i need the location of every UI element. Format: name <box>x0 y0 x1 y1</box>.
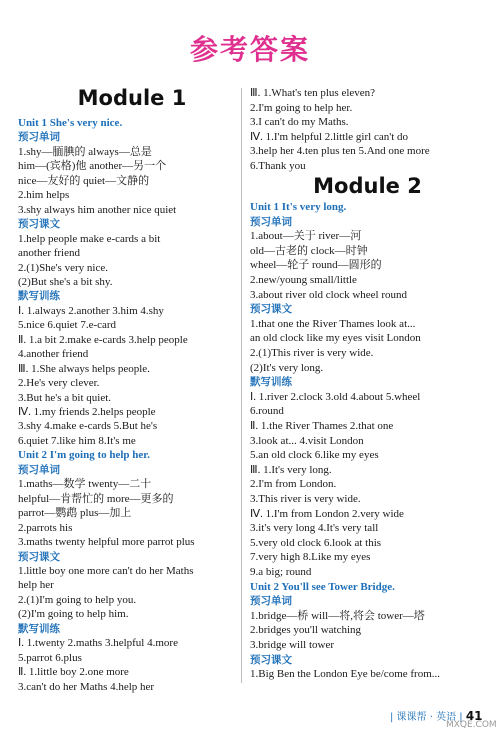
column-divider <box>241 88 242 683</box>
footer-brand: | 课课帮 · 英语 | <box>390 712 463 723</box>
section-heading: 预习单词 <box>250 215 292 228</box>
answer-line: 6.quiet 7.like him 8.It's me <box>18 434 136 447</box>
section-heading: 预习单词 <box>18 131 60 144</box>
section-heading: 预习课文 <box>250 653 292 666</box>
section-heading: 预习单词 <box>250 595 292 608</box>
answer-line: parrot—鹦鹉 plus—加上 <box>18 507 132 520</box>
answer-line: 5.an old clock 6.like my eyes <box>250 449 379 462</box>
answer-line: 1.shy—腼腆的 always—总是 <box>18 145 152 158</box>
answer-line: Ⅱ. 1.the River Thames 2.that one <box>250 420 394 432</box>
answer-line: 1.bridge—桥 will—将,将会 tower—塔 <box>250 609 425 622</box>
answer-line: 3.shy always him another nice quiet <box>18 203 177 216</box>
answer-line: him—(宾格)他 another—另一个 <box>18 160 167 173</box>
answer-line: 3.bridge will tower <box>250 639 335 651</box>
answer-line: 2.him helps <box>18 189 70 202</box>
answer-line: 3.This river is very wide. <box>250 493 361 505</box>
answer-line: 2.new/young small/little <box>250 274 357 286</box>
unit-heading: Unit 1 It's very long. <box>250 201 347 213</box>
answer-line: 2.I'm from London. <box>250 478 337 491</box>
answer-line: 6.round <box>250 405 284 418</box>
answer-line: 3.shy 4.make e-cards 5.But he's <box>18 420 158 433</box>
answer-line: Ⅲ. 1.What's ten plus eleven? <box>250 87 376 99</box>
answer-line: an old clock like my eyes visit London <box>250 332 421 345</box>
answer-line: 3.look at... 4.visit London <box>250 434 364 447</box>
answer-line: Ⅱ. 1.little boy 2.one more <box>18 666 129 679</box>
answer-line: 2.I'm going to help her. <box>250 101 353 114</box>
page-number: 41 <box>465 709 483 723</box>
answer-line: nice—友好的 quiet—文静的 <box>18 174 150 187</box>
section-heading: 默写训练 <box>250 376 292 389</box>
section-heading: 默写训练 <box>18 622 60 635</box>
page-title: 参考答案 <box>189 33 310 66</box>
answer-line: 2.parrots his <box>18 521 73 534</box>
section-heading: 预习单词 <box>18 463 60 476</box>
answer-line: 3.I can't do my Maths. <box>250 116 349 129</box>
answer-line: 3.maths twenty helpful more parrot plus <box>18 536 195 549</box>
unit-heading: Unit 2 I'm going to help her. <box>18 449 150 462</box>
answer-line: 3.help her 4.ten plus ten 5.And one more <box>250 145 430 158</box>
answer-line: Ⅱ. 1.a bit 2.make e-cards 3.help people <box>18 333 188 346</box>
answer-line: Ⅲ. 1.She always helps people. <box>18 362 150 375</box>
answer-line: Ⅲ. 1.It's very long. <box>250 463 332 476</box>
answer-line: 1.help people make e-cards a bit <box>18 232 161 245</box>
answer-line: Ⅰ. 1.river 2.clock 3.old 4.about 5.wheel <box>250 390 421 403</box>
answer-line: 4.another friend <box>18 348 89 361</box>
watermark: MXQE.COM <box>446 720 497 730</box>
answer-line: 3.can't do her Maths 4.help her <box>18 680 155 693</box>
answer-line: helpful—肯帮忙的 more—更多的 <box>18 492 174 505</box>
answer-line: 1.little boy one more can't do her Maths <box>18 564 194 577</box>
section-heading: 默写训练 <box>18 290 60 303</box>
answer-line: Ⅰ. 1.always 2.another 3.him 4.shy <box>18 304 164 317</box>
answer-line: 2.(1)I'm going to help you. <box>18 593 137 606</box>
answer-line: Ⅰ. 1.twenty 2.maths 3.helpful 4.more <box>18 637 178 650</box>
answer-line: 2.(1)She's very nice. <box>18 261 108 274</box>
answer-line: 5.nice 6.quiet 7.e-card <box>18 319 117 332</box>
answer-line: 1.that one the River Thames look at... <box>250 317 416 330</box>
answer-line: 3.it's very long 4.It's very tall <box>250 522 379 535</box>
answer-line: (2)It's very long. <box>250 361 324 374</box>
answer-line: 1.maths—数学 twenty—二十 <box>18 478 152 491</box>
unit-heading: Unit 1 She's very nice. <box>18 117 123 129</box>
answer-line: 2.He's very clever. <box>18 377 100 390</box>
unit-heading: Unit 2 You'll see Tower Bridge. <box>250 580 395 593</box>
answer-line: 3.But he's a bit quiet. <box>18 391 112 404</box>
answer-line: wheel—轮子 round—圆形的 <box>250 259 382 272</box>
section-heading: 预习课文 <box>250 303 292 316</box>
answer-line: 1.Big Ben the London Eye be/come from... <box>250 668 441 681</box>
answer-line: 3.about river old clock wheel round <box>250 288 408 301</box>
section-heading: 预习课文 <box>18 550 60 563</box>
answer-line: 6.Thank you <box>250 160 306 172</box>
answer-line: another friend <box>18 247 80 260</box>
answer-line: Ⅳ. 1.my friends 2.helps people <box>18 406 156 418</box>
answer-line: (2)But she's a bit shy. <box>18 275 113 288</box>
answer-line: 7.very high 8.Like my eyes <box>250 551 371 564</box>
answer-line: 2.(1)This river is very wide. <box>250 347 374 359</box>
answer-line: 2.bridges you'll watching <box>250 624 362 637</box>
answer-line: 9.a big; round <box>250 566 312 578</box>
module-1-heading: Module 1 <box>77 86 187 110</box>
answer-line: 1.about—关于 river—河 <box>250 230 362 243</box>
answer-line: help her <box>18 579 54 592</box>
answer-line: Ⅳ. 1.I'm from London 2.very wide <box>250 507 404 520</box>
answer-line: 5.parrot 6.plus <box>18 651 82 664</box>
answer-line: Ⅳ. 1.I'm helpful 2.little girl can't do <box>250 130 409 143</box>
answer-line: 5.very old clock 6.look at this <box>250 536 382 549</box>
module-2-heading: Module 2 <box>313 174 422 198</box>
section-heading: 预习课文 <box>18 218 60 231</box>
answer-line: old—古老的 clock—时钟 <box>250 244 368 257</box>
answer-line: (2)I'm going to help him. <box>18 608 129 621</box>
